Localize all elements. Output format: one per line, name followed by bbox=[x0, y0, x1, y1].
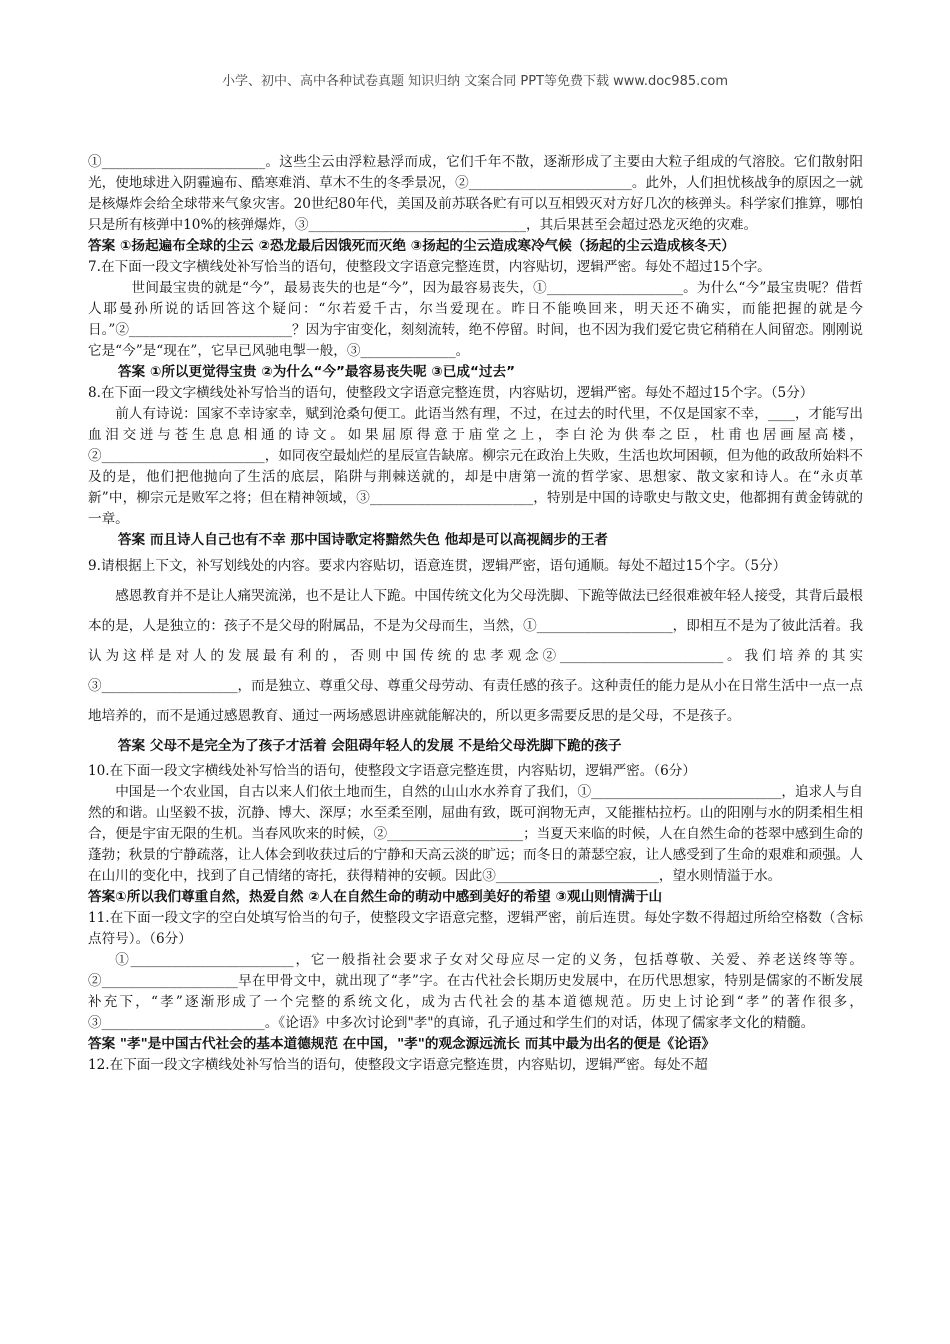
q6-passage: ①________________________。这些尘云由浮粒悬浮而成，它们千年不散，逐渐形成了主要由大粒子组成的气溶胶。它们散射阳光，使地球进入阴霾遍布、酷寒难消、草木不生的冬季景况，②________________________。此外，人们担忧核战争的原因之一就是核爆炸会给全球带来气象灾害。20世纪80年代，美国及前苏联各贮有可以互相毁灭对方好几次的核弹头。科学家们推算，哪怕只是所有核弹中10%的核弹爆炸，③________________________________，其后果甚至会超过恐龙灭绝的灾难。 bbox=[88, 154, 863, 233]
q10-question: 10.在下面一段文字横线处补写恰当的语句，使整段文字语意完整连贯，内容贴切，逻辑严密。（6分） bbox=[88, 763, 696, 779]
q10-passage: 中国是一个农业国，自古以来人们依土地而生，自然的山山水水养育了我们，①____________________________，追求人与自然的和谐。山坚毅不拔，沉静、博大、深厚；水至柔至刚，屈曲有致，既可润物无声，又能摧枯拉朽。山的阳刚与水的阴柔相生相合，便是宇宙无限的生机。当春风吹来的时候，②____________________；当夏天来临的时候，人在自然生命的苍翠中感到生命的蓬勃；秋景的宁静疏落，让人体会到收获过后的宁静和天高云淡的旷远；而冬日的萧瑟空寂，让人感受到了生命的艰难和顽强。人在山川的变化中，找到了自己情绪的寄托，获得精神的安顿。因此③________________________，望水则情溢于水。 bbox=[88, 784, 863, 884]
q8-answer: 答案 而且诗人自己也有不幸 那中国诗歌定将黯然失色 他却是可以高视阔步的王者 bbox=[117, 532, 608, 548]
site-header: 小学、初中、高中各种试卷真题 知识归纳 文案合同 PPT等免费下载 www.doc985.com bbox=[221, 74, 729, 89]
q6-answer: 答案 ①扬起遍布全球的尘云 ②恐龙最后因饿死而灭绝 ③扬起的尘云造成寒冷气候（扬起的尘云造成核冬天） bbox=[88, 238, 735, 254]
q9-question: 9.请根据上下文，补写划线处的内容。要求内容贴切，语意连贯，逻辑严密，语句通顺。每处不超过15个字。（5分） bbox=[88, 558, 787, 574]
q10-answer: 答案①所以我们尊重自然，热爱自然 ②人在自然生命的萌动中感到美好的希望 ③观山则情满于山 bbox=[88, 889, 663, 905]
q9-answer: 答案 父母不是完全为了孩子才活着 会阻碍年轻人的发展 不是给父母洗脚下跪的孩子 bbox=[117, 738, 622, 754]
q11-answer: 答案 "孝"是中国古代社会的基本道德规范 在中国，"孝"的观念源远流长 而其中最为出名的便是《论语》 bbox=[88, 1036, 716, 1052]
q11-passage: ①________________________，它一般指社会要求子女对父母应尽一定的义务，包括尊敬、关爱、养老送终等等。②____________________早在甲骨文中，就出现了“孝”字。在古代社会长期历史发展中，在历代思想家，特别是儒家的不断发展补充下，“孝”逐渐形成了一个完整的系统文化，成为古代社会的基本道德规范。历史上讨论到“孝”的著作很多，③________________________。《论语》中多次讨论到"孝"的真谛，孔子通过和学生们的对话，体现了儒家孝文化的精髓。 bbox=[88, 952, 863, 1031]
q8-question: 8.在下面一段文字横线处补写恰当的语句，使整段文字语意完整连贯，内容贴切，逻辑严密。每处不超过15个字。（5分） bbox=[88, 385, 814, 401]
document-body bbox=[88, 152, 863, 1076]
q7-question: 7.在下面一段文字横线处补写恰当的语句，使整段文字语意完整连贯，内容贴切，逻辑严密。每处不超过15个字。 bbox=[88, 259, 771, 275]
q9-passage: 感恩教育并不是让人痛哭流涕，也不是让人下跪。中国传统文化为父母洗脚、下跪等做法已经很难被年轻人接受，其背后最根本的是，人是独立的：孩子不是父母的附属品，不是为父母而生，当然，①____________________，即相互不是为了彼此活着。我认为这样是对人的发展最有利的，否则中国传统的忠孝观念②________________________。我们培养的其实③____________________，而是独立、尊重父母、尊重父母劳动、有责任感的孩子。这种责任的能力是从小在日常生活中一点一点地培养的，而不是通过感恩教育、通过一两场感恩讲座就能解决的，所以更多需要反思的是父母，不是孩子。 bbox=[88, 588, 863, 724]
q7-passage: 世间最宝贵的就是“今”，最易丧失的也是“今”，因为最容易丧失，①____________________。为什么“今”最宝贵呢？借哲人耶曼孙所说的话回答这个疑问：“尔若爱千古，尔当爱现在。昨日不能唤回来，明天还不确实，而能把握的就是今日。”②________________________？因为宇宙变化，刻刻流转，绝不停留。时间，也不因为我们爱它贵它稍稍在人间留恋。刚刚说它是“今”是“现在”，它早已风驰电掣一般，③______________。 bbox=[88, 280, 863, 359]
q11-question: 11.在下面一段文字的空白处填写恰当的句子，使整段文字语意完整，逻辑严密，前后连贯。每处字数不得超过所给空格数（含标点符号）。（6分） bbox=[88, 910, 863, 947]
q7-answer: 答案 ①所以更觉得宝贵 ②为什么“今”最容易丧失呢 ③已成“过去” bbox=[117, 364, 516, 380]
q8-passage: 前人有诗说：国家不幸诗家幸，赋到沧桑句便工。此语当然有理，不过，在过去的时代里，不仅是国家不幸，____，才能写出血泪交迸与苍生息息相通的诗文。如果屈原得意于庙堂之上，李白沦为供奉之臣，杜甫也居画屋高楼，②________________________，如同夜空最灿烂的星辰宣告缺席。柳宗元在政治上失败，生活也坎坷困顿，但为他的政敌所始料不及的是，他们把他抛向了生活的底层，陷阱与荆棘送就的，却是中唐第一流的哲学家、思想家、散文家和诗人。在“永贞革新”中，柳宗元是败军之将；但在精神领域，③________________________，特别是中国的诗歌史与散文史，他都拥有黄金铸就的一章。 bbox=[88, 406, 863, 527]
q12-question: 12.在下面一段文字横线处补写恰当的语句，使整段文字语意完整连贯，内容贴切，逻辑严密。每处不超 bbox=[88, 1057, 708, 1073]
